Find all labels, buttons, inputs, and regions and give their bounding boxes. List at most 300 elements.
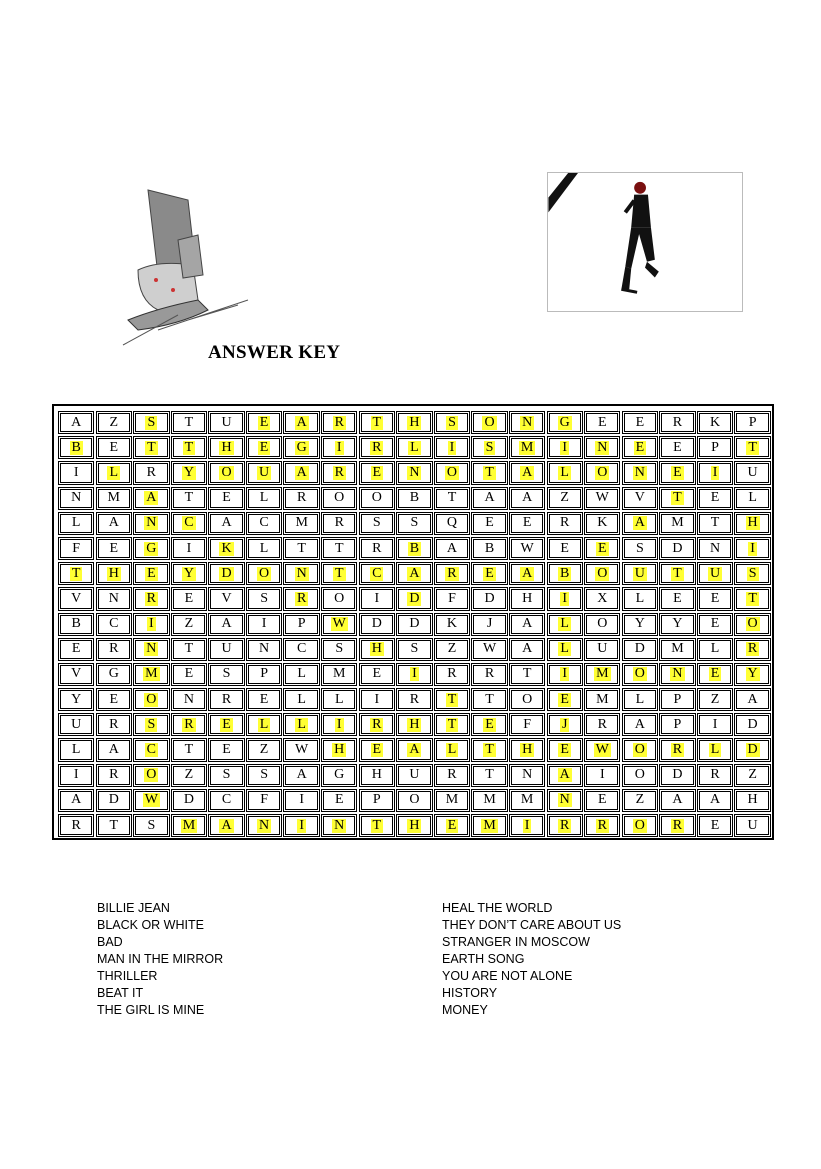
grid-letter: Y bbox=[183, 565, 194, 581]
grid-letter: O bbox=[146, 767, 157, 783]
grid-letter: N bbox=[108, 590, 119, 606]
grid-cell bbox=[734, 738, 770, 761]
grid-cell bbox=[396, 411, 432, 434]
grid-letter: E bbox=[372, 666, 382, 682]
grid-cell bbox=[133, 738, 169, 761]
grid-cell bbox=[133, 764, 169, 787]
grid-letter: I bbox=[73, 464, 79, 480]
grid-letter: I bbox=[299, 792, 304, 808]
grid-letter: H bbox=[747, 515, 758, 531]
grid-cell bbox=[434, 814, 470, 837]
grid-cell bbox=[509, 461, 545, 484]
grid-letter: M bbox=[295, 515, 308, 531]
grid-letter: L bbox=[710, 742, 720, 758]
grid-letter: R bbox=[184, 716, 194, 732]
grid-letter: L bbox=[410, 439, 419, 455]
grid-cell bbox=[96, 738, 132, 761]
grid-cell bbox=[471, 512, 507, 535]
grid-letter: E bbox=[372, 742, 382, 758]
grid-cell bbox=[246, 562, 282, 585]
grid-cell bbox=[697, 562, 733, 585]
grid-cell bbox=[208, 789, 244, 812]
grid-letter: A bbox=[484, 490, 495, 506]
grid-letter: P bbox=[673, 691, 682, 707]
grid-cell bbox=[283, 512, 319, 535]
grid-letter: T bbox=[447, 716, 457, 732]
grid-letter: A bbox=[522, 565, 533, 581]
grid-letter: Z bbox=[447, 641, 457, 657]
grid-cell bbox=[96, 587, 132, 610]
grid-letter: Y bbox=[634, 616, 645, 632]
word-list-right bbox=[442, 900, 621, 1019]
grid-cell bbox=[547, 461, 583, 484]
grid-cell bbox=[283, 487, 319, 510]
grid-letter: I bbox=[712, 716, 718, 732]
word-item: BLACK OR WHITE bbox=[97, 918, 204, 932]
grid-letter: T bbox=[447, 490, 457, 506]
grid-letter: G bbox=[108, 666, 119, 682]
grid-cell bbox=[471, 537, 507, 560]
grid-cell bbox=[434, 512, 470, 535]
word-item: THRILLER bbox=[97, 969, 158, 983]
grid-cell bbox=[622, 713, 658, 736]
grid-letter: D bbox=[409, 616, 420, 632]
grid-letter: G bbox=[296, 439, 307, 455]
grid-cell bbox=[321, 738, 357, 761]
grid-letter: I bbox=[261, 616, 267, 632]
grid-cell bbox=[547, 613, 583, 636]
grid-cell bbox=[171, 587, 207, 610]
grid-letter: A bbox=[108, 742, 119, 758]
word-item: MONEY bbox=[442, 1003, 488, 1017]
grid-letter: T bbox=[334, 540, 344, 556]
grid-cell bbox=[434, 562, 470, 585]
grid-cell bbox=[133, 789, 169, 812]
grid-letter: A bbox=[409, 742, 420, 758]
grid-letter: E bbox=[598, 792, 607, 808]
grid-letter: U bbox=[71, 716, 82, 732]
grid-letter: N bbox=[146, 641, 157, 657]
grid-letter: O bbox=[522, 691, 533, 707]
grid-letter: A bbox=[221, 616, 232, 632]
grid-cell bbox=[171, 738, 207, 761]
grid-cell bbox=[283, 613, 319, 636]
grid-letter: M bbox=[333, 666, 346, 682]
grid-cell bbox=[96, 688, 132, 711]
grid-cell bbox=[697, 587, 733, 610]
grid-letter: E bbox=[259, 439, 269, 455]
grid-letter: K bbox=[597, 515, 608, 531]
grid-cell bbox=[471, 713, 507, 736]
grid-letter: L bbox=[109, 464, 119, 480]
grid-letter: E bbox=[109, 540, 119, 556]
grid-letter: D bbox=[221, 565, 232, 581]
grid-letter: E bbox=[222, 490, 231, 506]
grid-cell bbox=[96, 436, 132, 459]
grid-letter: E bbox=[147, 565, 156, 581]
grid-letter: H bbox=[409, 414, 420, 430]
grid-cell bbox=[321, 613, 357, 636]
grid-cell bbox=[283, 461, 319, 484]
grid-cell bbox=[622, 688, 658, 711]
grid-cell bbox=[58, 764, 94, 787]
grid-letter: I bbox=[712, 464, 718, 480]
word-item: THEY DON’T CARE ABOUT US bbox=[442, 918, 622, 932]
grid-letter: S bbox=[260, 767, 268, 783]
dancer-photo bbox=[547, 172, 743, 312]
grid-letter: F bbox=[260, 792, 268, 808]
grid-cell bbox=[133, 512, 169, 535]
grid-letter: E bbox=[522, 515, 532, 531]
grid-cell bbox=[359, 487, 395, 510]
grid-cell bbox=[208, 738, 244, 761]
grid-cell bbox=[734, 537, 770, 560]
grid-cell bbox=[396, 487, 432, 510]
grid-cell bbox=[133, 688, 169, 711]
grid-letter: C bbox=[372, 565, 382, 581]
grid-letter: R bbox=[372, 716, 382, 732]
grid-letter: Z bbox=[635, 792, 645, 808]
grid-cell bbox=[584, 713, 620, 736]
grid-letter: E bbox=[485, 515, 494, 531]
grid-letter: R bbox=[296, 490, 307, 506]
grid-letter: T bbox=[748, 439, 757, 455]
grid-cell bbox=[584, 587, 620, 610]
grid-cell bbox=[697, 713, 733, 736]
grid-letter: L bbox=[259, 716, 269, 732]
grid-letter: P bbox=[748, 414, 757, 430]
grid-letter: O bbox=[484, 414, 495, 430]
grid-letter: Z bbox=[109, 414, 119, 430]
grid-letter: G bbox=[559, 414, 570, 430]
grid-cell bbox=[171, 613, 207, 636]
grid-cell bbox=[584, 411, 620, 434]
grid-letter: H bbox=[371, 641, 382, 657]
grid-letter: T bbox=[447, 691, 457, 707]
grid-cell bbox=[509, 663, 545, 686]
grid-cell bbox=[171, 487, 207, 510]
grid-cell bbox=[359, 789, 395, 812]
grid-letter: T bbox=[372, 817, 382, 833]
grid-letter: S bbox=[410, 641, 419, 657]
grid-letter: K bbox=[446, 616, 458, 632]
grid-cell bbox=[434, 738, 470, 761]
grid-letter: P bbox=[673, 716, 682, 732]
grid-letter: E bbox=[222, 742, 231, 758]
grid-letter: A bbox=[71, 792, 82, 808]
grid-letter: N bbox=[259, 641, 270, 657]
grid-cell bbox=[58, 688, 94, 711]
grid-cell bbox=[697, 814, 733, 837]
grid-letter: M bbox=[671, 515, 684, 531]
grid-cell bbox=[547, 688, 583, 711]
grid-cell bbox=[471, 587, 507, 610]
grid-cell bbox=[584, 789, 620, 812]
grid-cell bbox=[359, 512, 395, 535]
grid-letter: L bbox=[71, 742, 81, 758]
grid-letter: C bbox=[146, 742, 157, 758]
grid-letter: Z bbox=[560, 490, 569, 506]
grid-cell bbox=[734, 638, 770, 661]
grid-letter: H bbox=[522, 742, 533, 758]
grid-letter: M bbox=[520, 792, 534, 808]
grid-cell bbox=[321, 537, 357, 560]
grid-letter: F bbox=[72, 540, 81, 556]
grid-cell bbox=[734, 436, 770, 459]
grid-cell bbox=[659, 613, 695, 636]
grid-cell bbox=[547, 663, 583, 686]
grid-cell bbox=[133, 663, 169, 686]
grid-cell bbox=[584, 738, 620, 761]
grid-cell bbox=[471, 764, 507, 787]
grid-cell bbox=[584, 461, 620, 484]
grid-cell bbox=[509, 587, 545, 610]
grid-cell bbox=[547, 638, 583, 661]
grid-letter: R bbox=[334, 414, 344, 430]
grid-letter: I bbox=[186, 540, 192, 556]
grid-letter: R bbox=[109, 716, 119, 732]
grid-letter: W bbox=[295, 742, 309, 758]
grid-cell bbox=[58, 814, 94, 837]
grid-letter: H bbox=[108, 565, 119, 581]
grid-cell bbox=[321, 461, 357, 484]
grid-letter: A bbox=[108, 515, 119, 531]
grid-letter: T bbox=[673, 565, 682, 581]
grid-cell bbox=[246, 587, 282, 610]
grid-cell bbox=[321, 814, 357, 837]
grid-letter: L bbox=[560, 464, 569, 480]
grid-letter: A bbox=[522, 616, 533, 632]
grid-letter: S bbox=[410, 515, 419, 531]
grid-cell bbox=[659, 764, 695, 787]
grid-letter: E bbox=[710, 666, 720, 682]
grid-cell bbox=[471, 738, 507, 761]
grid-cell bbox=[133, 638, 169, 661]
grid-cell bbox=[659, 587, 695, 610]
grid-cell bbox=[547, 713, 583, 736]
grid-cell bbox=[58, 487, 94, 510]
grid-cell bbox=[96, 663, 132, 686]
grid-letter: A bbox=[522, 641, 533, 657]
grid-letter: L bbox=[560, 616, 569, 632]
grid-cell bbox=[208, 613, 244, 636]
grid-letter: Z bbox=[710, 691, 720, 707]
grid-letter: W bbox=[482, 641, 497, 657]
grid-letter: D bbox=[371, 616, 382, 632]
grid-cell bbox=[246, 411, 282, 434]
grid-letter: L bbox=[297, 666, 306, 682]
grid-letter: N bbox=[709, 540, 721, 556]
grid-cell bbox=[321, 411, 357, 434]
grid-cell bbox=[396, 814, 432, 837]
grid-letter: W bbox=[332, 616, 346, 632]
grid-cell bbox=[208, 638, 244, 661]
grid-cell bbox=[246, 487, 282, 510]
grid-letter: M bbox=[596, 666, 609, 682]
grid-cell bbox=[96, 638, 132, 661]
word-list-left bbox=[97, 900, 223, 1019]
grid-cell bbox=[396, 764, 432, 787]
grid-cell bbox=[396, 537, 432, 560]
grid-cell bbox=[133, 487, 169, 510]
grid-letter: E bbox=[184, 590, 194, 606]
grid-cell bbox=[246, 713, 282, 736]
grid-letter: E bbox=[109, 439, 119, 455]
grid-cell bbox=[246, 436, 282, 459]
grid-letter: S bbox=[147, 716, 156, 732]
grid-letter: B bbox=[71, 439, 81, 455]
grid-cell bbox=[246, 461, 282, 484]
grid-letter: A bbox=[747, 691, 758, 707]
grid-cell bbox=[584, 562, 620, 585]
grid-letter: E bbox=[598, 414, 607, 430]
grid-letter: R bbox=[334, 464, 344, 480]
grid-cell bbox=[509, 764, 545, 787]
grid-letter: K bbox=[221, 540, 232, 556]
grid-letter: M bbox=[596, 691, 609, 707]
grid-letter: J bbox=[561, 716, 568, 732]
grid-letter: O bbox=[634, 767, 645, 783]
grid-cell bbox=[246, 663, 282, 686]
grid-cell bbox=[359, 411, 395, 434]
grid-letter: I bbox=[412, 666, 417, 682]
grid-letter: B bbox=[560, 565, 570, 581]
grid-cell bbox=[171, 638, 207, 661]
grid-letter: S bbox=[222, 666, 231, 682]
grid-cell bbox=[471, 436, 507, 459]
grid-cell bbox=[96, 562, 132, 585]
word-item: STRANGER IN MOSCOW bbox=[442, 935, 590, 949]
grid-cell bbox=[321, 562, 357, 585]
grid-cell bbox=[96, 713, 132, 736]
grid-cell bbox=[547, 411, 583, 434]
grid-cell bbox=[509, 436, 545, 459]
grid-letter: O bbox=[634, 742, 645, 758]
grid-letter: D bbox=[409, 590, 420, 606]
grid-cell bbox=[208, 562, 244, 585]
grid-letter: M bbox=[107, 490, 120, 506]
grid-letter: L bbox=[635, 691, 645, 707]
grid-letter: L bbox=[560, 641, 569, 657]
grid-letter: A bbox=[296, 414, 307, 430]
grid-cell bbox=[659, 562, 695, 585]
grid-cell bbox=[734, 688, 770, 711]
grid-letter: E bbox=[710, 590, 720, 606]
grid-cell bbox=[509, 411, 545, 434]
grid-letter: T bbox=[184, 439, 194, 455]
grid-letter: R bbox=[447, 565, 457, 581]
grid-letter: O bbox=[597, 464, 608, 480]
grid-letter: G bbox=[146, 540, 157, 556]
grid-letter: L bbox=[259, 490, 269, 506]
grid-cell bbox=[246, 814, 282, 837]
grid-letter: O bbox=[634, 817, 645, 833]
grid-letter: E bbox=[710, 817, 720, 833]
grid-letter: S bbox=[147, 817, 156, 833]
grid-letter: S bbox=[748, 565, 757, 581]
grid-cell bbox=[396, 663, 432, 686]
grid-letter: S bbox=[147, 414, 156, 430]
grid-letter: M bbox=[483, 792, 496, 808]
grid-letter: C bbox=[296, 641, 307, 657]
grid-cell bbox=[58, 663, 94, 686]
grid-letter: T bbox=[184, 742, 194, 758]
grid-letter: N bbox=[522, 767, 533, 783]
word-item: HISTORY bbox=[442, 986, 498, 1000]
grid-letter: Y bbox=[183, 464, 194, 480]
grid-letter: E bbox=[184, 666, 194, 682]
grid-letter: I bbox=[374, 691, 380, 707]
grid-cell bbox=[359, 537, 395, 560]
grid-cell bbox=[509, 487, 545, 510]
grid-cell bbox=[434, 613, 470, 636]
grid-cell bbox=[622, 512, 658, 535]
grid-letter: I bbox=[562, 439, 568, 455]
grid-letter: N bbox=[71, 490, 82, 506]
grid-cell bbox=[547, 487, 583, 510]
grid-cell bbox=[208, 411, 244, 434]
grid-letter: N bbox=[634, 464, 645, 480]
grid-letter: R bbox=[560, 515, 570, 531]
grid-cell bbox=[471, 562, 507, 585]
grid-letter: U bbox=[747, 464, 758, 480]
grid-letter: C bbox=[221, 792, 232, 808]
grid-letter: E bbox=[334, 792, 344, 808]
grid-letter: I bbox=[336, 439, 342, 455]
grid-letter: K bbox=[709, 414, 721, 430]
grid-letter: N bbox=[522, 414, 533, 430]
grid-letter: P bbox=[260, 666, 268, 682]
grid-cell bbox=[734, 487, 770, 510]
grid-letter: L bbox=[447, 742, 457, 758]
grid-cell bbox=[734, 512, 770, 535]
grid-letter: R bbox=[672, 817, 683, 833]
grid-letter: I bbox=[73, 767, 79, 783]
grid-cell bbox=[509, 738, 545, 761]
grid-cell bbox=[133, 461, 169, 484]
grid-letter: M bbox=[145, 666, 158, 682]
grid-letter: S bbox=[372, 515, 381, 531]
grid-cell bbox=[547, 738, 583, 761]
grid-letter: T bbox=[748, 590, 757, 606]
grid-cell bbox=[96, 461, 132, 484]
grid-cell bbox=[434, 436, 470, 459]
grid-letter: W bbox=[595, 742, 609, 758]
dancing-feet-sketch bbox=[118, 180, 258, 350]
grid-letter: N bbox=[296, 565, 307, 581]
grid-cell bbox=[359, 738, 395, 761]
grid-letter: L bbox=[710, 641, 720, 657]
grid-cell bbox=[659, 436, 695, 459]
grid-cell bbox=[283, 562, 319, 585]
grid-cell bbox=[58, 738, 94, 761]
grid-letter: E bbox=[372, 464, 382, 480]
grid-cell bbox=[246, 613, 282, 636]
grid-cell bbox=[321, 512, 357, 535]
grid-cell bbox=[622, 814, 658, 837]
grid-letter: O bbox=[221, 464, 232, 480]
grid-letter: R bbox=[672, 414, 683, 430]
grid-cell bbox=[321, 789, 357, 812]
grid-cell bbox=[171, 562, 207, 585]
grid-letter: S bbox=[222, 767, 231, 783]
grid-cell bbox=[697, 613, 733, 636]
grid-cell bbox=[471, 814, 507, 837]
grid-cell bbox=[622, 436, 658, 459]
grid-letter: E bbox=[635, 414, 645, 430]
grid-letter: R bbox=[409, 691, 420, 707]
grid-letter: A bbox=[522, 464, 533, 480]
